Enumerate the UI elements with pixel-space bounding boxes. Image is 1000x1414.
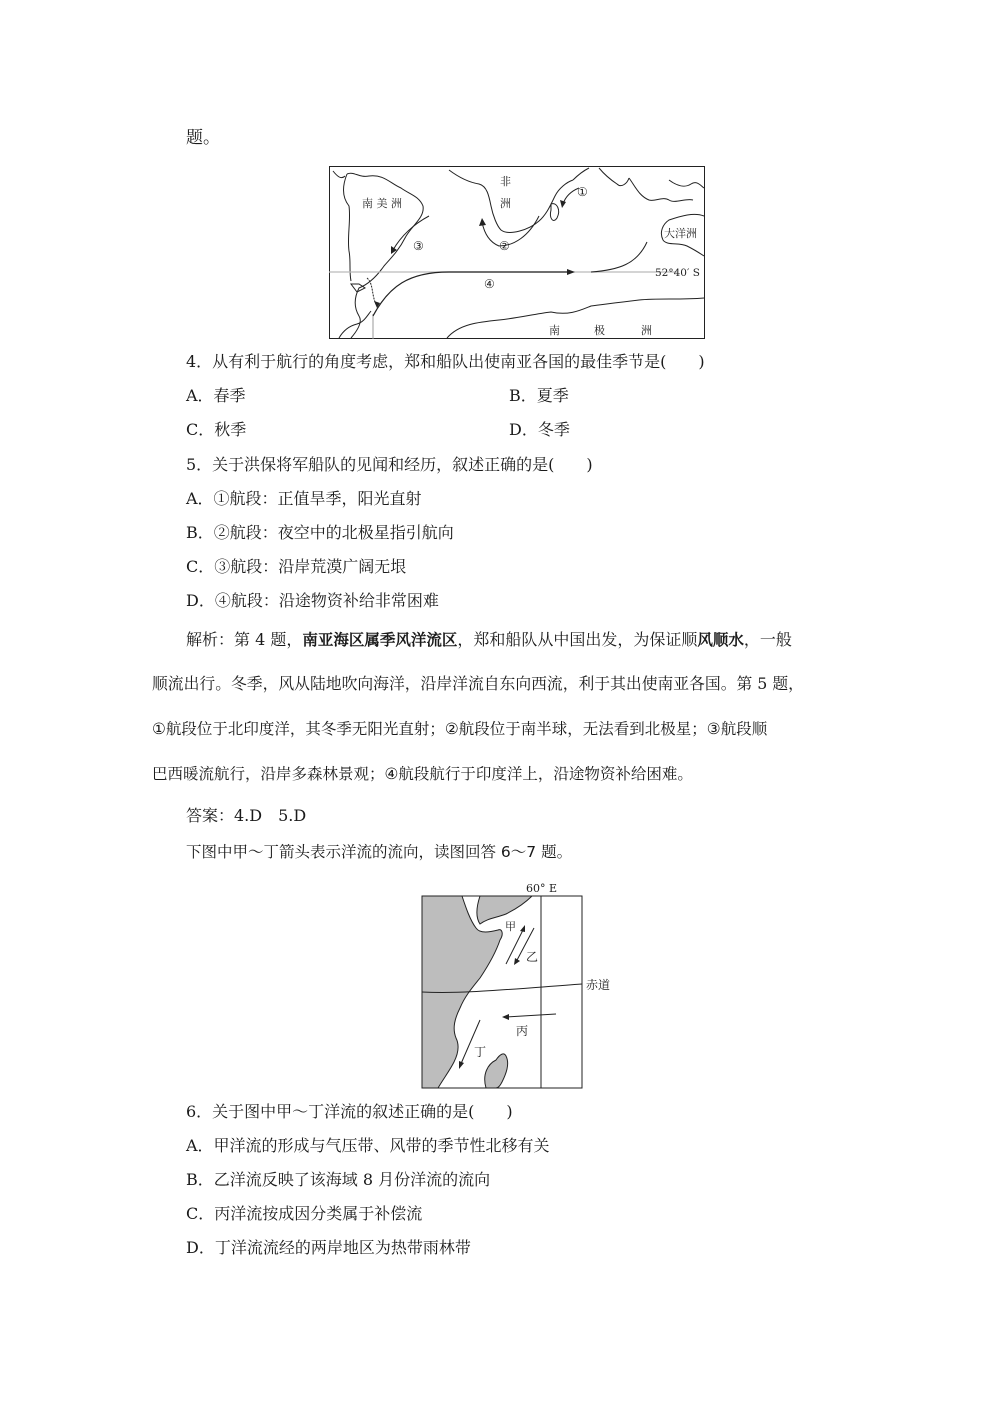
q5-option-a[interactable]: A．①航段：正值旱季，阳光直射 (186, 489, 422, 508)
label-equator: 赤道 (586, 978, 611, 992)
label-antarctica-2: 极 (594, 324, 605, 337)
q6-option-a[interactable]: A．甲洋流的形成与气压带、风带的季节性北移有关 (186, 1136, 550, 1155)
analysis-line-3: ①航段位于北印度洋，其冬季无阳光直射；②航段位于南半球，无法看到北极星；③航段顺 (152, 720, 768, 738)
answer-line: 答案：4.D 5.D (186, 806, 307, 825)
label-route-1: ① (577, 185, 588, 199)
label-60e: 60° E (526, 882, 558, 895)
label-latitude: 52°40′ S (655, 267, 700, 279)
q6-option-c[interactable]: C．丙洋流按成因分类属于补偿流 (186, 1204, 423, 1223)
q5-stem: 5．关于洪保将军船队的见闻和经历，叙述正确的是( ) (186, 455, 593, 474)
analysis-text-1: ，郑和船队从中国出发，为保证顺 (457, 630, 698, 649)
label-route-4: ④ (484, 277, 495, 291)
analysis-line-4: 巴西暖流航行，沿岸多森林景观；④航段航行于印度洋上，沿途物资补给困难。 (152, 765, 693, 783)
label-antarctica-3: 洲 (641, 324, 652, 337)
q4-stem: 4．从有利于航行的角度考虑，郑和船队出使南亚各国的最佳季节是( ) (186, 352, 705, 371)
q6-option-d[interactable]: D．丁洋流流经的两岸地区为热带雨林带 (186, 1238, 471, 1257)
label-route-3: ③ (413, 239, 424, 253)
figure2-intro: 下图中甲～丁箭头表示洋流的流向，读图回答 6～7 题。 (186, 843, 573, 861)
label-ding: 丁 (474, 1045, 487, 1059)
ocean-current-figure (410, 878, 630, 1092)
label-route-2: ② (499, 239, 510, 253)
q4-option-d[interactable]: D．冬季 (509, 420, 570, 439)
label-bing: 丙 (516, 1024, 529, 1038)
q4-option-b[interactable]: B．夏季 (509, 386, 569, 405)
q5-option-c[interactable]: C．③航段：沿岸荒漠广阔无垠 (186, 557, 407, 576)
analysis-line-1 (186, 630, 792, 650)
q6-stem: 6．关于图中甲～丁洋流的叙述正确的是( ) (186, 1102, 513, 1121)
analysis-text-2: ，一般 (743, 630, 792, 649)
analysis-label: 解析：第 4 题， (186, 630, 303, 649)
q5-option-d[interactable]: D．④航段：沿途物资补给非常困难 (186, 591, 439, 610)
label-south-america: 南 美 洲 (362, 197, 402, 210)
q5-option-b[interactable]: B．②航段：夜空中的北极星指引航向 (186, 523, 454, 542)
label-yi: 乙 (526, 950, 539, 964)
label-africa-1: 非 (500, 175, 511, 188)
q6-option-b[interactable]: B．乙洋流反映了该海域 8 月份洋流的流向 (186, 1170, 491, 1189)
label-antarctica-1: 南 (549, 324, 560, 337)
intro-tail: 题。 (186, 128, 220, 148)
q4-option-a[interactable]: A．春季 (186, 386, 246, 405)
q4-option-c[interactable]: C．秋季 (186, 420, 247, 439)
label-africa-2: 洲 (500, 197, 511, 210)
analysis-line-2: 顺流出行。冬季，风从陆地吹向海洋，沿岸洋流自东向西流，利于其出使南亚各国。第 5 题， (152, 674, 804, 693)
analysis-emphasis-1: 南亚海区属季风洋流区 (302, 631, 458, 649)
route-map-figure (329, 166, 705, 339)
label-jia: 甲 (505, 920, 516, 933)
analysis-emphasis-2: 风顺水 (697, 631, 744, 649)
label-oceania: 大洋洲 (664, 227, 697, 240)
